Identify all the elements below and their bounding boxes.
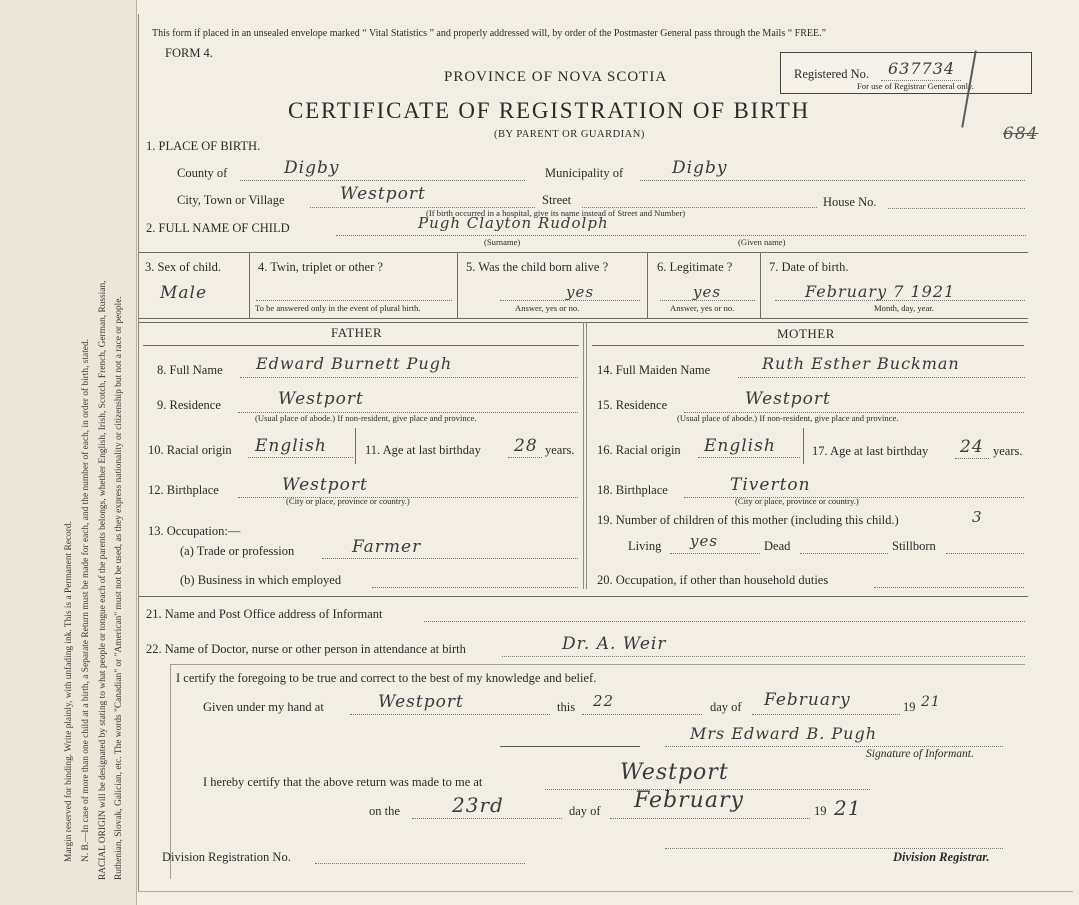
- mother-residence-note: (Usual place of abode.) If non-resident, give place and province.: [677, 413, 899, 423]
- informant-certify: I certify the foregoing to be true and correct to the best of my knowledge and belief.: [176, 671, 597, 685]
- mail-notice: This form if placed in an unsealed envelope marked “ Vital Statistics ” and properly addressed will, by order of the Postmaster General pass through the Mails “ FREE.”: [152, 28, 827, 39]
- registered-number-box: [780, 52, 1032, 94]
- registrar-certify: I hereby certify that the above return was made to me at: [203, 775, 483, 789]
- father-residence-label: 9. Residence: [157, 398, 221, 412]
- stillborn-label: Stillborn: [892, 539, 936, 553]
- mother-birthplace-note: (City or place, province or country.): [735, 496, 859, 506]
- trade-value: Farmer: [352, 537, 422, 557]
- city-label: City, Town or Village: [177, 193, 285, 207]
- father-name-label: 8. Full Name: [157, 363, 223, 377]
- mother-residence-label: 15. Residence: [597, 398, 668, 412]
- children-count-value: 3: [972, 508, 983, 526]
- mother-residence-value: Westport: [745, 389, 831, 409]
- this-label: this: [557, 700, 576, 714]
- doctor-value: Dr. A. Weir: [562, 634, 667, 654]
- certificate-subtitle: (BY PARENT OR GUARDIAN): [494, 129, 645, 140]
- mother-birthplace-value: Tiverton: [730, 475, 811, 495]
- sidebar-line-3: RACIAL ORIGIN will be designated by stating to what people or tongue each of the parents belongs, whether English, Irish, Scotch, French, German, Russian,: [98, 280, 108, 880]
- sex-label: 3. Sex of child.: [145, 260, 222, 274]
- father-race-label: 10. Racial origin: [148, 443, 232, 457]
- given-under-label: Given under my hand at: [203, 700, 324, 714]
- father-age-value: 28: [514, 436, 538, 456]
- street-label: Street: [542, 193, 572, 207]
- father-race-value: English: [255, 436, 327, 456]
- given-day-value: 22: [593, 692, 615, 710]
- father-heading: FATHER: [331, 325, 383, 340]
- informant-signature: Mrs Edward B. Pugh: [690, 724, 878, 743]
- sidebar-line-4: Ruthenian, Slovak, Galician, etc. The words "Canadian" or "American" must not be used, as they express nationality or citizenship but not a race or people.: [114, 296, 124, 880]
- legitimate-value: yes: [693, 283, 722, 301]
- hospital-note: (If birth occurred in a hospital, give its name instead of Street and Number): [426, 208, 686, 218]
- alive-label: 5. Was the child born alive ?: [466, 260, 609, 274]
- birthdate-label: 7. Date of birth.: [769, 260, 849, 274]
- trade-label: (a) Trade or profession: [180, 544, 295, 558]
- mother-years: years.: [993, 444, 1023, 458]
- twin-label: 4. Twin, triplet or other ?: [258, 260, 383, 274]
- alive-value: yes: [566, 283, 595, 301]
- given-month-value: February: [764, 690, 851, 710]
- father-age-label: 11. Age at last birthday: [365, 443, 481, 457]
- sidebar-line-2: N. B.—In case of more than one child at a birth, a Separate Return must be made for each, and the number of each, in order of birth, stated.: [81, 339, 91, 862]
- registered-number: 637734: [888, 59, 956, 78]
- corner-number: 684: [1003, 124, 1039, 144]
- mother-name-label: 14. Full Maiden Name: [597, 363, 711, 377]
- father-residence-note: (Usual place of abode.) If non-resident, give place and province.: [255, 413, 477, 423]
- father-occupation-label: 13. Occupation:—: [148, 524, 241, 538]
- dead-label: Dead: [764, 539, 791, 553]
- division-registration-label: Division Registration No.: [162, 850, 291, 864]
- given-year-suffix: 21: [921, 694, 941, 710]
- given-year-prefix: 19: [903, 700, 916, 714]
- doctor-label: 22. Name of Doctor, nurse or other person in attendance at birth: [146, 642, 466, 656]
- mother-occupation-label: 20. Occupation, if other than household duties: [597, 573, 829, 587]
- father-name-value: Edward Burnett Pugh: [256, 354, 453, 373]
- father-birthplace-value: Westport: [282, 475, 368, 495]
- alive-note: Answer, yes or no.: [515, 303, 580, 313]
- place-heading: 1. PLACE OF BIRTH.: [146, 139, 261, 153]
- mother-race-label: 16. Racial origin: [597, 443, 681, 457]
- on-the-label: on the: [369, 804, 400, 818]
- mother-heading: MOTHER: [777, 326, 835, 341]
- day-of-label: day of: [710, 700, 742, 714]
- house-label: House No.: [823, 195, 877, 209]
- mother-age-label: 17. Age at last birthday: [812, 444, 929, 458]
- father-residence-value: Westport: [278, 389, 364, 409]
- county-label: County of: [177, 166, 228, 180]
- registrar-month-value: February: [634, 788, 744, 813]
- twin-note: To be answered only in the event of plural birth.: [255, 303, 421, 313]
- birthdate-note: Month, day, year.: [874, 303, 934, 313]
- form-number: FORM 4.: [165, 46, 213, 60]
- legitimate-note: Answer, yes or no.: [670, 303, 735, 313]
- mother-name-value: Ruth Esther Buckman: [762, 354, 960, 373]
- municipality-value: Digby: [672, 158, 728, 178]
- city-value: Westport: [340, 184, 426, 204]
- father-birthplace-label: 12. Birthplace: [148, 483, 219, 497]
- sidebar-line-1: Margin reserved for binding. Write plainly, with unfading ink. This is a Permanent Record.: [64, 521, 74, 862]
- division-registrar-label: Division Registrar.: [893, 850, 990, 864]
- children-count-label: 19. Number of children of this mother (including this child.): [597, 513, 899, 527]
- registrar-day-value: 23rd: [452, 793, 504, 817]
- mother-age-value: 24: [960, 437, 984, 457]
- living-value: yes: [690, 532, 719, 550]
- sex-value: Male: [160, 283, 208, 303]
- legitimate-label: 6. Legitimate ?: [657, 260, 733, 274]
- living-label: Living: [628, 539, 662, 553]
- given-place-value: Westport: [378, 692, 464, 712]
- registered-label: Registered No.: [794, 67, 869, 81]
- mother-race-value: English: [704, 436, 776, 456]
- municipality-label: Municipality of: [545, 166, 624, 180]
- registrar-day-of-label: day of: [569, 804, 601, 818]
- given-name-note: (Given name): [738, 237, 786, 247]
- business-label: (b) Business in which employed: [180, 573, 342, 587]
- informant-label: 21. Name and Post Office address of Informant: [146, 607, 383, 621]
- signature-label: Signature of Informant.: [866, 748, 974, 760]
- province-title: PROVINCE OF NOVA SCOTIA: [444, 69, 668, 85]
- county-value: Digby: [284, 158, 340, 178]
- surname-note: (Surname): [484, 237, 521, 247]
- binding-margin: [0, 0, 137, 905]
- mother-birthplace-label: 18. Birthplace: [597, 483, 668, 497]
- registrar-use-note: For use of Registrar General only.: [857, 81, 974, 91]
- father-birthplace-note: (City or place, province or country.): [286, 496, 410, 506]
- father-years: years.: [545, 443, 575, 457]
- certificate-title: CERTIFICATE OF REGISTRATION OF BIRTH: [288, 98, 811, 123]
- registrar-year-suffix: 21: [834, 796, 862, 820]
- registrar-place-value: Westport: [620, 760, 729, 785]
- child-name-label: 2. FULL NAME OF CHILD: [146, 221, 290, 235]
- birthdate-value: February 7 1921: [805, 282, 956, 301]
- registrar-year-prefix: 19: [814, 804, 827, 818]
- child-name-value: Pugh Clayton Rudolph: [418, 214, 609, 232]
